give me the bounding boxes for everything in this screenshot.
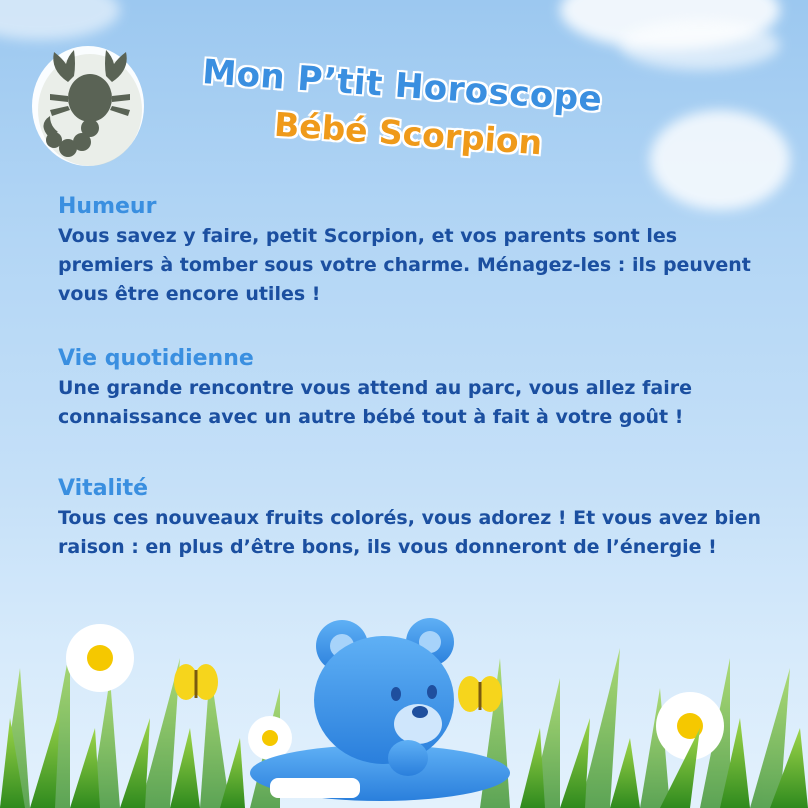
- daisy-flower-icon: [66, 624, 134, 692]
- butterfly-icon: [458, 676, 502, 712]
- grass-decoration: [0, 608, 808, 808]
- section-vitalite: [58, 474, 778, 562]
- section-humeur: [58, 192, 778, 309]
- section-text: Vous savez y faire, petit Scorpion, et vos parents sont les premiers à tomber sous votre charme. Ménagez-les : ils peuvent vous être encore utiles !: [58, 225, 751, 305]
- page-subtitle: Bébé Scorpion: [272, 104, 544, 163]
- section-vie-quotidienne: [58, 344, 778, 432]
- section-heading: Vie quotidienne: [58, 346, 254, 371]
- title-block: [190, 52, 670, 168]
- butterfly-icon: [174, 664, 218, 700]
- section-heading: Humeur: [58, 194, 157, 219]
- page-title: Mon P’tit Horoscope: [201, 52, 604, 120]
- cloud: [0, 0, 120, 40]
- scorpion-sign-badge: [28, 40, 146, 168]
- section-text: Une grande rencontre vous attend au parc, vous allez faire connaissance avec un autre bébé tout à fait à votre goût !: [58, 377, 692, 428]
- daisy-flower-icon: [248, 716, 292, 760]
- scorpion-icon: [28, 40, 146, 168]
- section-heading: Vitalité: [58, 476, 149, 501]
- section-text: Tous ces nouveaux fruits colorés, vous adorez ! Et vous avez bien raison : en plus d’être bons, ils vous donneront de l’énergie !: [58, 507, 761, 558]
